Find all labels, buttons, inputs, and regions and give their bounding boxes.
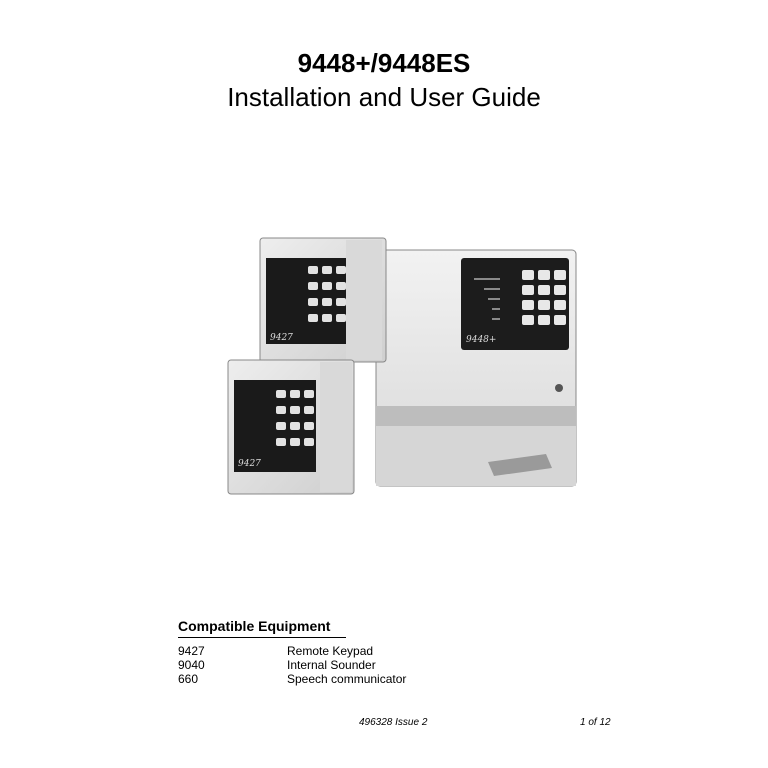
title-block: [0, 46, 768, 114]
equipment-row: [178, 658, 598, 672]
equipment-code: 9427: [178, 644, 205, 658]
product-photo: [226, 236, 581, 498]
equipment-row: [178, 644, 598, 658]
compatible-equipment-heading: Compatible Equipment: [178, 618, 331, 634]
document-title: 9448+/9448ES: [297, 48, 471, 78]
equipment-description: Remote Keypad: [287, 644, 374, 658]
equipment-row: [178, 672, 598, 686]
equipment-description: Speech communicator: [287, 672, 407, 686]
document-subtitle: Installation and User Guide: [227, 82, 541, 112]
keypad-front: [228, 360, 354, 494]
heading-divider: [178, 637, 346, 638]
footer-page-number: 1 of 12: [580, 717, 611, 728]
equipment-code: 660: [178, 672, 199, 686]
equipment-description: Internal Sounder: [287, 658, 376, 672]
compatible-equipment-section: [178, 617, 598, 686]
lock-icon: [555, 384, 563, 392]
equipment-code: 9040: [178, 658, 205, 672]
svg-text:9427: 9427: [270, 333, 293, 343]
control-panel: [376, 250, 576, 486]
svg-text:9427: 9427: [238, 459, 261, 469]
footer-issue: 496328 Issue 2: [359, 717, 428, 728]
svg-text:9448+: 9448+: [466, 335, 497, 345]
keypad-rear: [260, 238, 386, 362]
alarm-panel-illustration: [226, 236, 581, 498]
